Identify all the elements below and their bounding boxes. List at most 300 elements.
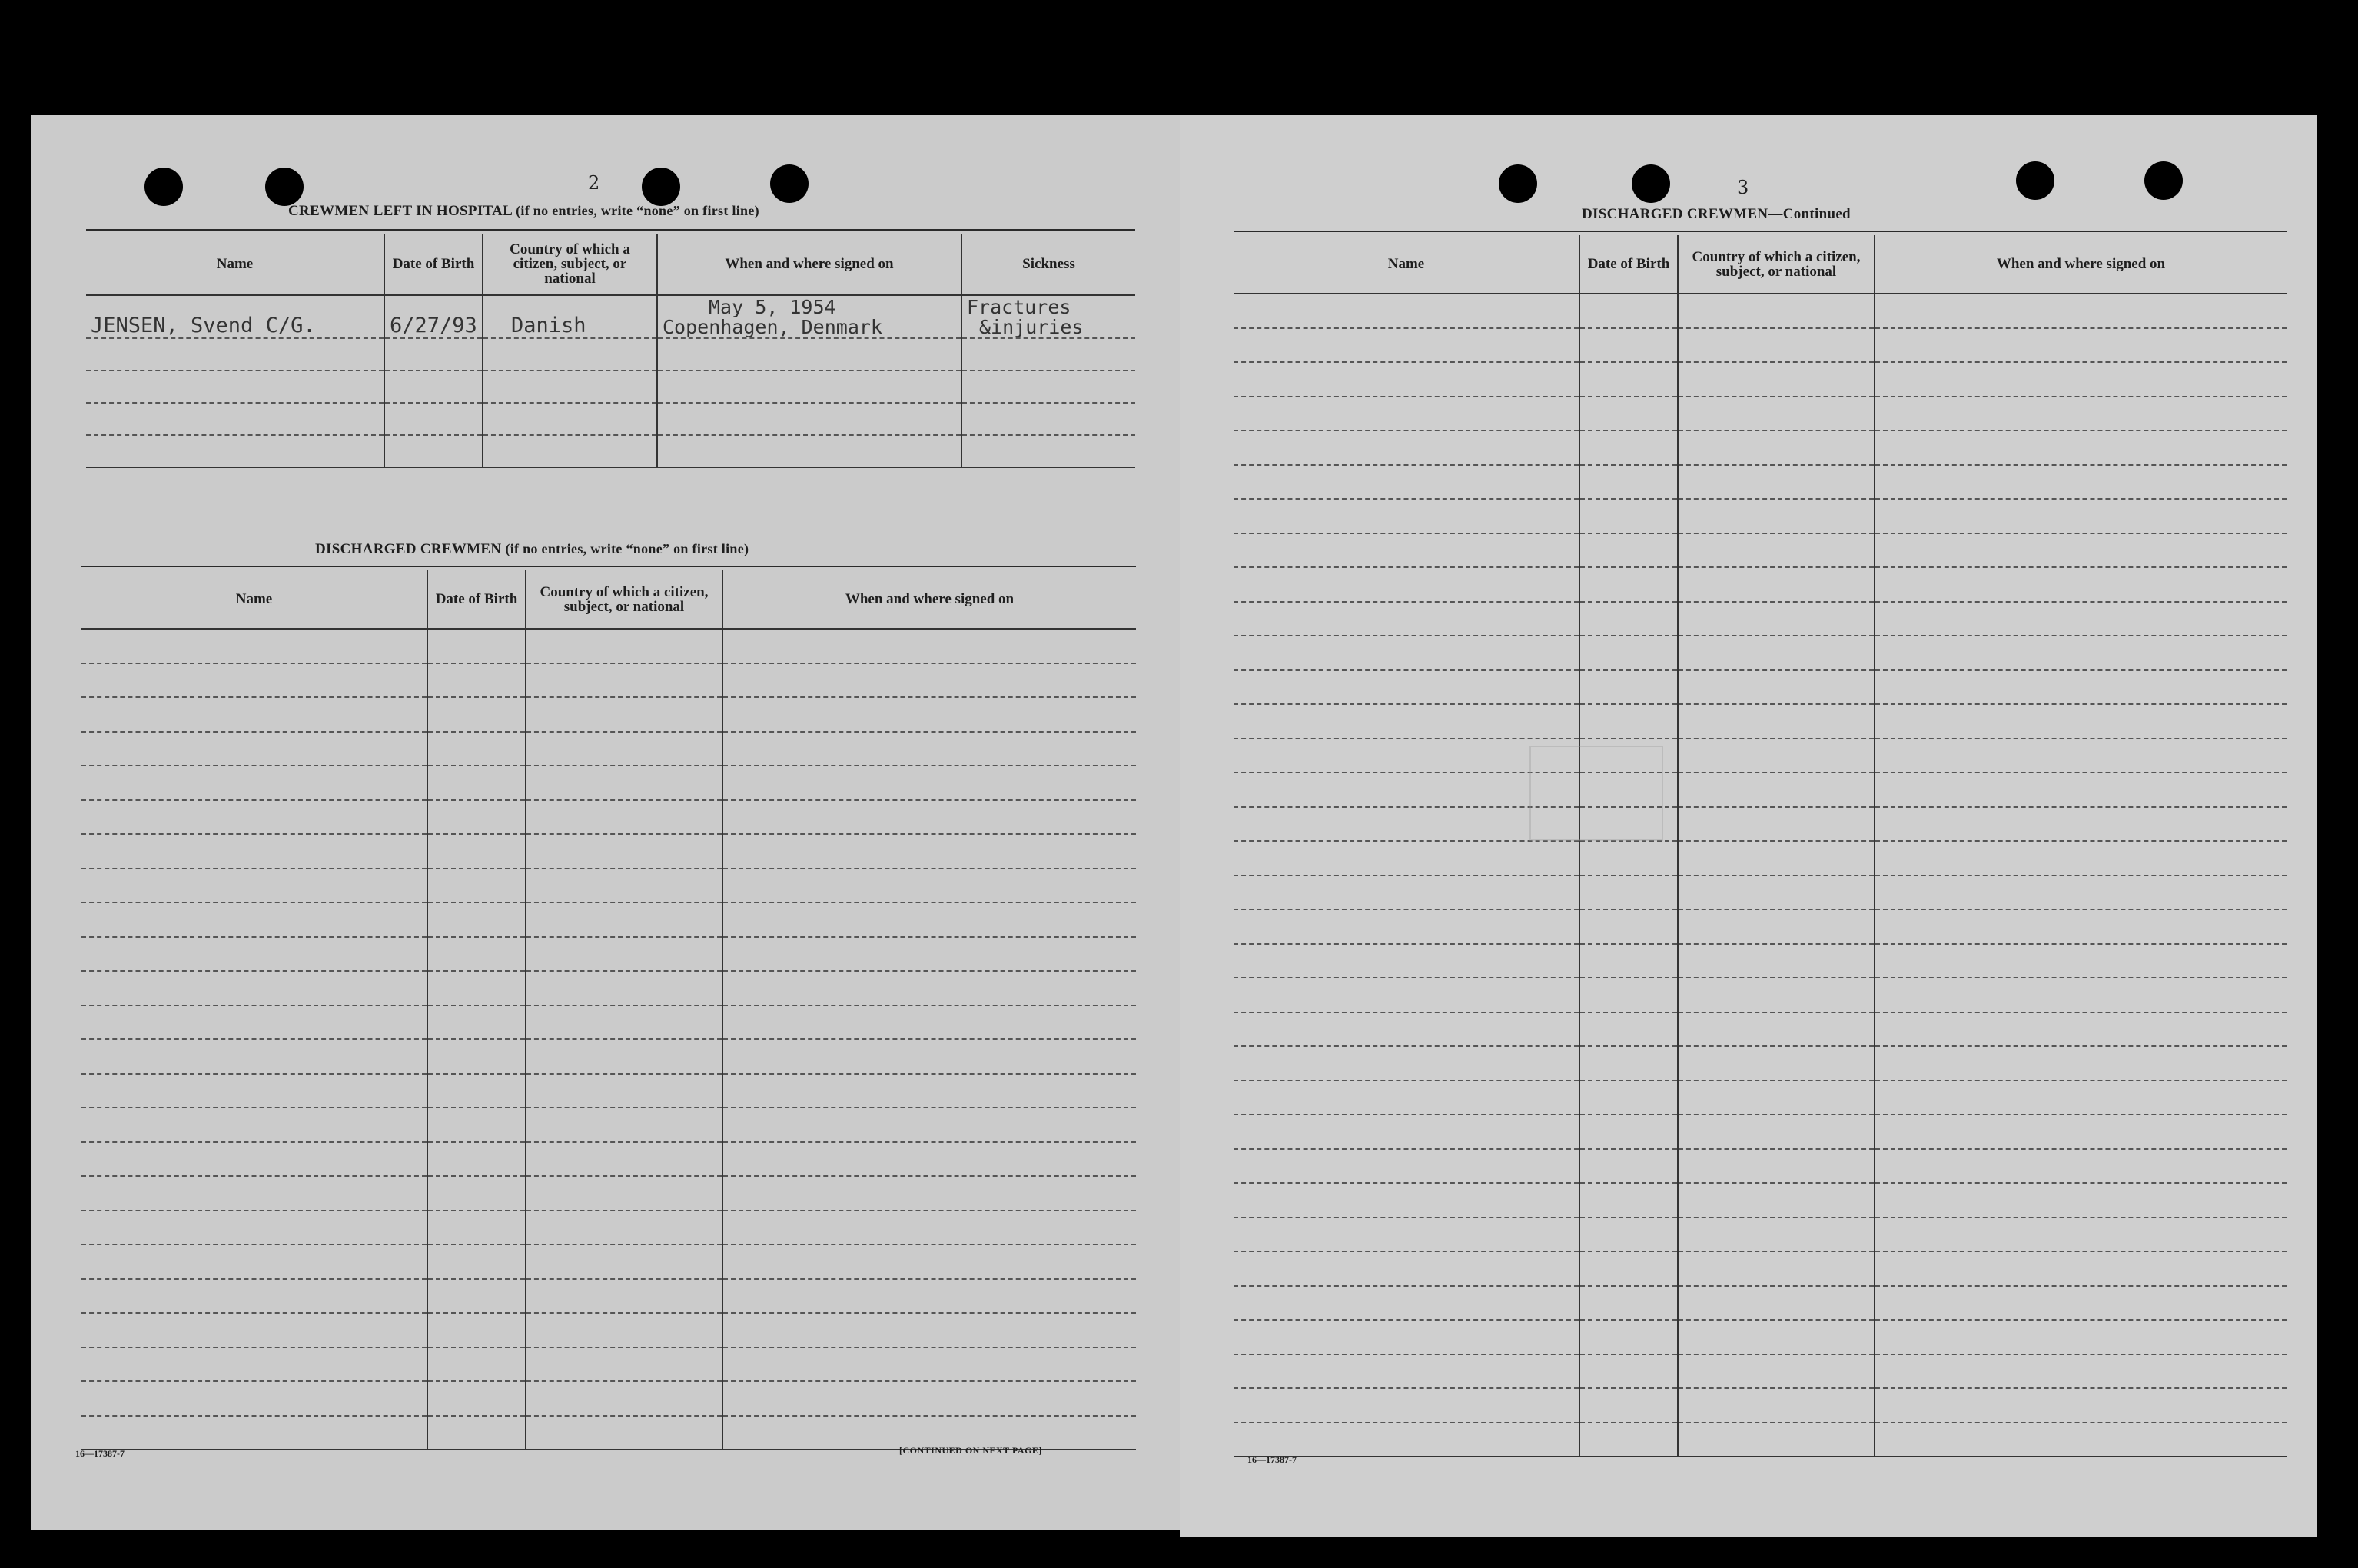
table-row: [86, 338, 1135, 370]
table-cell: [1678, 670, 1875, 705]
table-row: [81, 663, 1136, 698]
hospital-section-title: CREWMEN LEFT IN HOSPITAL (if no entries, write “none” on first line): [288, 203, 759, 219]
table-cell: [81, 1176, 427, 1211]
table-cell: [1579, 1320, 1678, 1354]
table-cell: [1875, 567, 2287, 602]
table-cell: [722, 663, 1136, 698]
header-dob: Date of Birth: [1579, 235, 1678, 294]
table-cell: [1579, 909, 1678, 944]
table-cell: [1875, 978, 2287, 1012]
table-cell: [1875, 1149, 2287, 1184]
table-cell: [427, 1142, 526, 1177]
table-cell: [1234, 670, 1579, 705]
table-cell: [1579, 602, 1678, 636]
punch-hole: [2016, 161, 2054, 200]
table-cell: [1678, 499, 1875, 533]
table-cell: [1234, 978, 1579, 1012]
table-cell: [1875, 739, 2287, 773]
table-row: [81, 1313, 1136, 1347]
table-cell: [1579, 1251, 1678, 1286]
table-cell: [1234, 1286, 1579, 1321]
rule: [86, 229, 1135, 231]
header-signed-on: When and where signed on: [1875, 235, 2287, 294]
table-cell: [427, 1347, 526, 1382]
table-cell: [722, 1176, 1136, 1211]
table-cell: [526, 732, 722, 766]
table-cell: [722, 971, 1136, 1005]
punch-hole: [1632, 164, 1670, 203]
table-cell: [427, 1005, 526, 1040]
table-row: [1234, 1354, 2287, 1389]
punch-hole: [2144, 161, 2183, 200]
table-cell: [1875, 1388, 2287, 1423]
table-cell: [81, 1142, 427, 1177]
table-cell: [722, 902, 1136, 937]
table-cell: [1875, 1046, 2287, 1081]
table-cell: [1875, 636, 2287, 670]
table-cell: [81, 869, 427, 903]
table-cell: [1678, 1115, 1875, 1149]
table-cell: [1875, 944, 2287, 978]
table-cell: [1678, 807, 1875, 842]
table-cell: [526, 1142, 722, 1177]
table-cell: [81, 697, 427, 732]
hospital-table: [86, 234, 1135, 468]
table-cell: [722, 937, 1136, 972]
table-cell: [1875, 465, 2287, 500]
table-cell: [1579, 1081, 1678, 1115]
table-cell: [526, 1244, 722, 1279]
table-cell: [1678, 1251, 1875, 1286]
discharged-table: [81, 570, 1136, 1450]
table-cell: [1579, 1286, 1678, 1321]
table-cell: [1234, 739, 1579, 773]
table-cell: [1678, 636, 1875, 670]
table-cell: [1579, 533, 1678, 568]
table-row: [86, 295, 1135, 338]
rule: [81, 566, 1136, 567]
table-cell: [1234, 636, 1579, 670]
table-cell: [1875, 294, 2287, 328]
table-cell: [1234, 1423, 1579, 1457]
table-cell: [1579, 328, 1678, 363]
table-cell: [722, 1039, 1136, 1074]
header-name: Name: [86, 234, 384, 295]
table-cell: [427, 937, 526, 972]
discharged-section-title: DISCHARGED CREWMEN (if no entries, write “none” on first line): [315, 541, 749, 557]
table-row: [86, 370, 1135, 403]
table-row: [1234, 909, 2287, 944]
table-cell: [722, 1142, 1136, 1177]
table-cell: [1579, 978, 1678, 1012]
table-cell: [1875, 807, 2287, 842]
crew-name: JENSEN, Svend C/G.: [86, 295, 384, 338]
right-page: [1180, 115, 2317, 1537]
table-cell: [1678, 567, 1875, 602]
table-cell: [526, 1347, 722, 1382]
table-cell: [1678, 602, 1875, 636]
table-cell: [81, 971, 427, 1005]
table-cell: [1875, 1286, 2287, 1321]
table-cell: [526, 697, 722, 732]
table-cell: [1579, 944, 1678, 978]
crew-sickness: [961, 295, 1135, 338]
table-cell: [1579, 1423, 1678, 1457]
table-cell: [1875, 909, 2287, 944]
header-dob: Date of Birth: [427, 570, 526, 629]
table-cell: [1875, 602, 2287, 636]
punch-hole: [642, 168, 680, 206]
table-cell: [1234, 328, 1579, 363]
table-cell: [427, 1416, 526, 1450]
table-row: [1234, 1046, 2287, 1081]
table-cell: [81, 834, 427, 869]
table-cell: [81, 1039, 427, 1074]
table-cell: [1234, 1320, 1579, 1354]
table-cell: [81, 1313, 427, 1347]
table-cell: [1678, 1320, 1875, 1354]
table-cell: [427, 1244, 526, 1279]
table-cell: [1875, 1320, 2287, 1354]
table-cell: [526, 1279, 722, 1314]
table-cell: [722, 697, 1136, 732]
table-row: [81, 766, 1136, 800]
table-row: [1234, 567, 2287, 602]
table-row: [1234, 1423, 2287, 1457]
form-code: 16—17387-7: [1247, 1454, 1297, 1465]
table-row: [1234, 1012, 2287, 1047]
table-row: [81, 1347, 1136, 1382]
table-row: [81, 629, 1136, 663]
table-cell: [1875, 362, 2287, 397]
table-row: [1234, 670, 2287, 705]
table-cell: [427, 1108, 526, 1142]
table-cell: [722, 732, 1136, 766]
table-cell: [1678, 328, 1875, 363]
table-row: [1234, 1218, 2287, 1252]
table-row: [81, 937, 1136, 972]
table-cell: [1234, 397, 1579, 431]
table-cell: [1579, 1218, 1678, 1252]
table-cell: [1234, 1012, 1579, 1047]
table-cell: [427, 800, 526, 835]
table-cell: [1678, 1081, 1875, 1115]
rule: [1234, 231, 2287, 232]
table-row: [81, 1005, 1136, 1040]
table-cell: [1234, 1183, 1579, 1218]
table-cell: [1234, 1081, 1579, 1115]
table-cell: [526, 629, 722, 663]
table-cell: [1678, 909, 1875, 944]
table-cell: [722, 800, 1136, 835]
table-cell: [1234, 430, 1579, 465]
table-cell: [81, 937, 427, 972]
table-cell: [1678, 1388, 1875, 1423]
table-cell: [1875, 397, 2287, 431]
table-cell: [526, 1381, 722, 1416]
table-cell: [1234, 294, 1579, 328]
table-cell: [722, 1279, 1136, 1314]
table-cell: [526, 1313, 722, 1347]
table-row: [1234, 465, 2287, 500]
table-cell: [1875, 772, 2287, 807]
table-row: [1234, 772, 2287, 807]
faded-stamp: [1529, 746, 1663, 841]
table-cell: [1234, 1046, 1579, 1081]
table-cell: [1678, 1046, 1875, 1081]
header-dob: Date of Birth: [384, 234, 483, 295]
table-cell: [1234, 875, 1579, 910]
table-cell: [427, 629, 526, 663]
table-cell: [526, 1074, 722, 1108]
signed-date: May 5, 1954: [709, 296, 836, 318]
table-cell: [1678, 1183, 1875, 1218]
table-row: [1234, 328, 2287, 363]
table-row: [81, 1381, 1136, 1416]
table-cell: [427, 902, 526, 937]
table-cell: [1678, 430, 1875, 465]
table-cell: [427, 834, 526, 869]
table-cell: [526, 800, 722, 835]
sickness-line-2: &injuries: [979, 316, 1084, 338]
table-cell: [1579, 1115, 1678, 1149]
table-cell: [526, 1005, 722, 1040]
table-cell: [526, 902, 722, 937]
table-row: [81, 1211, 1136, 1245]
table-row: [81, 834, 1136, 869]
table-cell: [1678, 841, 1875, 875]
crew-signed-on: [657, 295, 961, 338]
table-cell: [722, 1347, 1136, 1382]
table-cell: [1579, 430, 1678, 465]
table-cell: [1875, 1183, 2287, 1218]
table-cell: [1875, 1081, 2287, 1115]
table-cell: [1579, 1183, 1678, 1218]
header-country: Country of which a citizen, subject, or national: [1678, 235, 1875, 294]
table-cell: [1678, 944, 1875, 978]
table-cell: [722, 1244, 1136, 1279]
table-cell: [722, 1313, 1136, 1347]
crew-dob: 6/27/93: [384, 295, 483, 338]
table-cell: [427, 663, 526, 698]
header-country: Country of which a citizen, subject, or national: [483, 234, 657, 295]
table-cell: [526, 869, 722, 903]
table-row: [81, 1108, 1136, 1142]
table-row: [1234, 1320, 2287, 1354]
table-row: [1234, 807, 2287, 842]
header-sickness: Sickness: [961, 234, 1135, 295]
table-row: [86, 435, 1135, 467]
table-cell: [1234, 567, 1579, 602]
table-cell: [1678, 1012, 1875, 1047]
table-cell: [526, 1176, 722, 1211]
table-row: [81, 1074, 1136, 1108]
table-cell: [526, 663, 722, 698]
table-cell: [1678, 1218, 1875, 1252]
table-row: [1234, 1081, 2287, 1115]
header-signed-on: When and where signed on: [722, 570, 1136, 629]
header-name: Name: [1234, 235, 1579, 294]
table-row: [1234, 1115, 2287, 1149]
table-cell: [1234, 1354, 1579, 1389]
table-cell: [1579, 1012, 1678, 1047]
table-cell: [722, 1005, 1136, 1040]
table-cell: [1579, 499, 1678, 533]
punch-hole: [144, 168, 183, 206]
table-cell: [1234, 944, 1579, 978]
table-cell: [722, 869, 1136, 903]
table-cell: [1579, 841, 1678, 875]
table-cell: [722, 766, 1136, 800]
table-row: [1234, 1286, 2287, 1321]
table-cell: [526, 766, 722, 800]
table-cell: [1579, 567, 1678, 602]
table-cell: [427, 1039, 526, 1074]
table-row: [1234, 841, 2287, 875]
table-row: [81, 1279, 1136, 1314]
table-row: [1234, 499, 2287, 533]
table-cell: [1234, 533, 1579, 568]
table-cell: [81, 1005, 427, 1040]
table-row: [1234, 397, 2287, 431]
table-cell: [1579, 362, 1678, 397]
table-cell: [1579, 294, 1678, 328]
table-cell: [1234, 772, 1579, 807]
table-cell: [81, 902, 427, 937]
table-cell: [81, 732, 427, 766]
table-row: [1234, 602, 2287, 636]
table-row: [81, 869, 1136, 903]
table-row: [81, 732, 1136, 766]
table-cell: [427, 1279, 526, 1314]
table-row: [1234, 1388, 2287, 1423]
table-cell: [1875, 499, 2287, 533]
table-cell: [1678, 739, 1875, 773]
table-row: [86, 403, 1135, 435]
table-cell: [1234, 602, 1579, 636]
table-cell: [526, 1039, 722, 1074]
table-cell: [81, 766, 427, 800]
table-cell: [526, 1108, 722, 1142]
table-cell: [1579, 397, 1678, 431]
table-cell: [1234, 1251, 1579, 1286]
table-cell: [81, 1381, 427, 1416]
table-cell: [1579, 1046, 1678, 1081]
table-cell: [1678, 1423, 1875, 1457]
table-cell: [427, 766, 526, 800]
page-number: 2: [588, 172, 600, 194]
table-cell: [1579, 465, 1678, 500]
table-cell: [526, 1211, 722, 1245]
table-cell: [81, 1211, 427, 1245]
table-cell: [81, 1416, 427, 1450]
table-cell: [1875, 1218, 2287, 1252]
table-cell: [1875, 1354, 2287, 1389]
table-cell: [722, 1211, 1136, 1245]
table-cell: [81, 1347, 427, 1382]
continued-note: [CONTINUED ON NEXT PAGE]: [899, 1445, 1042, 1456]
table-cell: [427, 1211, 526, 1245]
table-cell: [427, 732, 526, 766]
table-row: [81, 697, 1136, 732]
table-cell: [1875, 841, 2287, 875]
table-row: [1234, 533, 2287, 568]
table-cell: [427, 1313, 526, 1347]
table-cell: [1579, 704, 1678, 739]
table-cell: [427, 869, 526, 903]
table-cell: [1875, 1012, 2287, 1047]
punch-hole: [770, 164, 809, 203]
table-cell: [1875, 670, 2287, 705]
table-row: [81, 902, 1136, 937]
table-cell: [1234, 1218, 1579, 1252]
table-cell: [526, 1416, 722, 1450]
table-cell: [1875, 704, 2287, 739]
table-cell: [1678, 1354, 1875, 1389]
table-cell: [81, 1279, 427, 1314]
table-row: [1234, 362, 2287, 397]
table-cell: [1579, 875, 1678, 910]
crew-country: Danish: [483, 295, 657, 338]
table-row: [1234, 430, 2287, 465]
table-cell: [1678, 772, 1875, 807]
table-row: [1234, 1251, 2287, 1286]
table-cell: [1579, 636, 1678, 670]
table-cell: [1678, 397, 1875, 431]
table-row: [81, 1176, 1136, 1211]
table-cell: [81, 663, 427, 698]
punch-hole: [1499, 164, 1537, 203]
table-cell: [1678, 533, 1875, 568]
table-cell: [81, 800, 427, 835]
table-row: [1234, 944, 2287, 978]
header-name: Name: [81, 570, 427, 629]
table-row: [1234, 1149, 2287, 1184]
table-cell: [81, 1108, 427, 1142]
table-cell: [1234, 499, 1579, 533]
table-cell: [1234, 704, 1579, 739]
table-cell: [427, 1176, 526, 1211]
table-cell: [1234, 841, 1579, 875]
table-cell: [1579, 1388, 1678, 1423]
header-country: Country of which a citizen, subject, or national: [526, 570, 722, 629]
table-row: [81, 1244, 1136, 1279]
left-page: [31, 115, 1180, 1530]
table-cell: [1875, 533, 2287, 568]
table-cell: [81, 1074, 427, 1108]
table-cell: [1875, 1115, 2287, 1149]
table-row: [1234, 636, 2287, 670]
table-cell: [1678, 362, 1875, 397]
form-code: 16—17387-7: [75, 1448, 125, 1459]
punch-hole: [265, 168, 304, 206]
table-cell: [1678, 465, 1875, 500]
table-cell: [1579, 670, 1678, 705]
table-cell: [427, 1381, 526, 1416]
table-cell: [1234, 1388, 1579, 1423]
table-cell: [1579, 1354, 1678, 1389]
table-cell: [1234, 909, 1579, 944]
table-cell: [722, 1381, 1136, 1416]
table-row: [1234, 739, 2287, 773]
table-cell: [427, 697, 526, 732]
table-row: [81, 800, 1136, 835]
header-signed-on: When and where signed on: [657, 234, 961, 295]
table-cell: [1234, 1115, 1579, 1149]
table-cell: [427, 1074, 526, 1108]
sickness-line-1: Fractures: [967, 296, 1071, 318]
table-cell: [81, 629, 427, 663]
